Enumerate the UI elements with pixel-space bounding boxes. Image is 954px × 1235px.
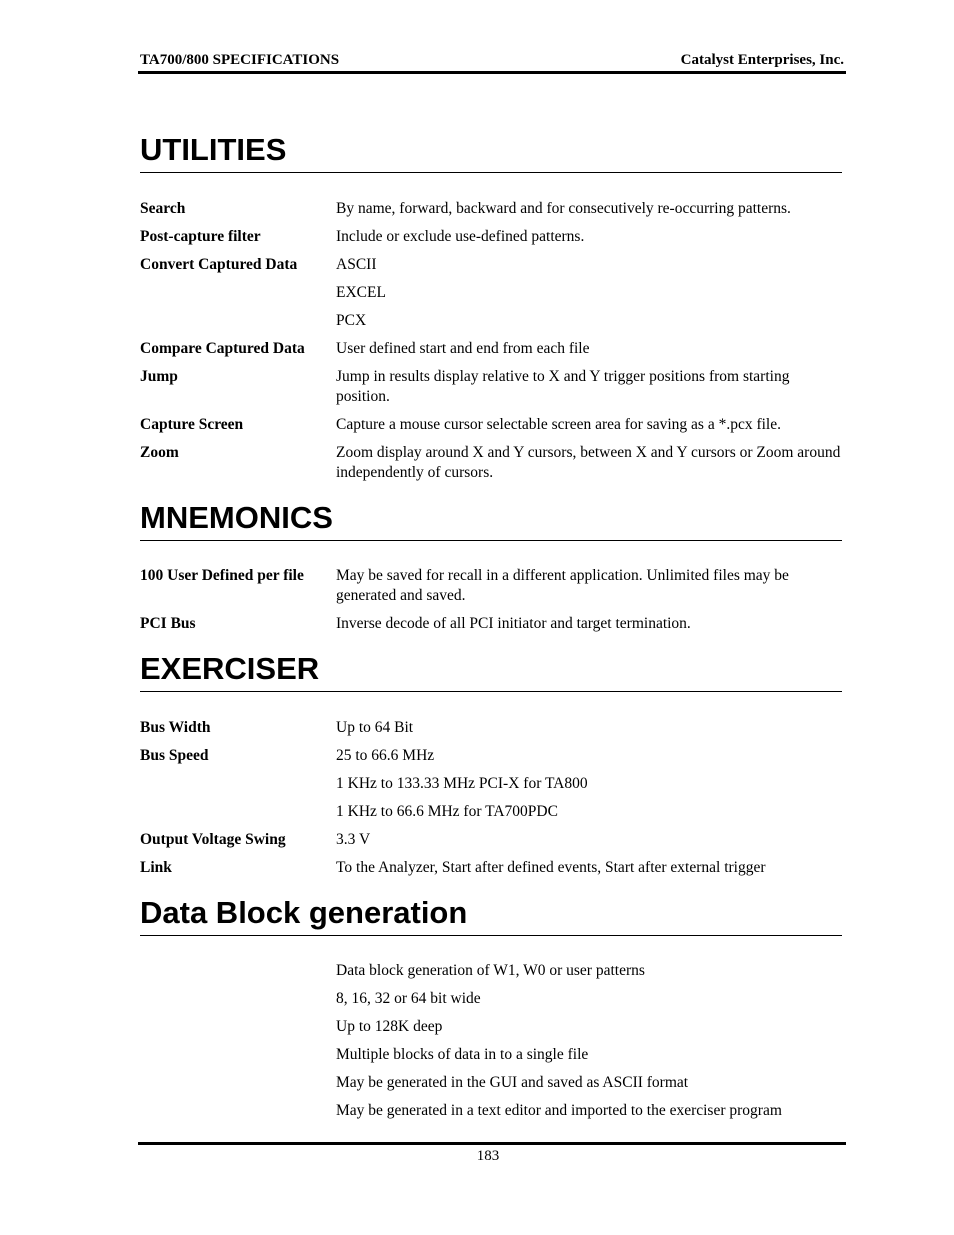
- spec-description: Capture a mouse cursor selectable screen area for saving as a *.pcx file.: [336, 416, 781, 433]
- spec-row: [140, 566, 842, 606]
- section-heading-mnemonics: MNEMONICS: [140, 500, 842, 541]
- spec-description: May be generated in the GUI and saved as ASCII format: [336, 1074, 689, 1091]
- spec-description: Data block generation of W1, W0 or user patterns: [336, 962, 645, 979]
- utilities-spec-table: [140, 199, 842, 491]
- spec-term: [140, 311, 336, 331]
- spec-description: By name, forward, backward and for consecutively re-occurring patterns.: [336, 200, 791, 217]
- spec-row: [140, 367, 842, 407]
- header-company-name: Catalyst Enterprises, Inc.: [680, 52, 844, 68]
- spec-description: 1 KHz to 133.33 MHz PCI-X for TA800: [336, 775, 588, 792]
- spec-term: Link: [140, 859, 172, 876]
- spec-term: Post-capture filter: [140, 228, 261, 245]
- spec-row: [140, 227, 842, 247]
- spec-description: 3.3 V: [336, 831, 371, 848]
- spec-row: [140, 443, 842, 483]
- spec-row: [140, 283, 842, 303]
- spec-row: [140, 311, 842, 331]
- spec-description: 1 KHz to 66.6 MHz for TA700PDC: [336, 803, 558, 820]
- data-block-spec-table: [140, 961, 842, 1129]
- section-heading-data-block-generation: Data Block generation: [140, 895, 842, 936]
- spec-row: [140, 858, 842, 878]
- spec-row: [140, 199, 842, 219]
- spec-term: [140, 1045, 336, 1065]
- spec-description: Inverse decode of all PCI initiator and target termination.: [336, 615, 691, 632]
- mnemonics-spec-table: [140, 566, 842, 642]
- spec-description: Up to 128K deep: [336, 1018, 443, 1035]
- spec-row: [140, 1017, 842, 1037]
- spec-row: [140, 1101, 842, 1121]
- spec-description: Up to 64 Bit: [336, 719, 414, 736]
- spec-term: 100 User Defined per file: [140, 567, 304, 584]
- section-heading-exerciser: EXERCISER: [140, 651, 842, 692]
- spec-term: Zoom: [140, 444, 179, 461]
- spec-term: Output Voltage Swing: [140, 831, 286, 848]
- spec-row: [140, 718, 842, 738]
- spec-term: [140, 961, 336, 981]
- spec-row: [140, 989, 842, 1009]
- spec-description: May be generated in a text editor and imported to the exerciser program: [336, 1102, 782, 1119]
- spec-term: Bus Speed: [140, 747, 209, 764]
- spec-description: May be saved for recall in a different application. Unlimited files may be generated and saved.: [336, 567, 789, 604]
- exerciser-spec-table: [140, 718, 842, 886]
- spec-description: 25 to 66.6 MHz: [336, 747, 435, 764]
- spec-term: Convert Captured Data: [140, 256, 298, 273]
- spec-term: Compare Captured Data: [140, 340, 305, 357]
- spec-description: ASCII: [336, 256, 377, 273]
- page-number: 183: [476, 1148, 500, 1164]
- section-heading-utilities: UTILITIES: [140, 132, 842, 173]
- spec-row: [140, 415, 842, 435]
- spec-row: [140, 961, 842, 981]
- spec-row: [140, 774, 842, 794]
- spec-term: [140, 774, 336, 794]
- spec-term: Bus Width: [140, 719, 211, 736]
- spec-description: EXCEL: [336, 284, 386, 301]
- spec-description: Zoom display around X and Y cursors, between X and Y cursors or Zoom around independently of cursors.: [336, 444, 841, 481]
- page-header: [138, 52, 846, 74]
- spec-term: [140, 989, 336, 1009]
- spec-row: [140, 614, 842, 634]
- spec-description: Jump in results display relative to X and Y trigger positions from starting position.: [336, 368, 790, 405]
- spec-term: [140, 1073, 336, 1093]
- spec-term: Search: [140, 200, 186, 217]
- spec-row: [140, 255, 842, 275]
- spec-description: PCX: [336, 312, 367, 329]
- spec-row: [140, 802, 842, 822]
- spec-term: [140, 283, 336, 303]
- spec-term: PCI Bus: [140, 615, 196, 632]
- spec-term: Jump: [140, 368, 178, 385]
- spec-row: [140, 746, 842, 766]
- spec-description: To the Analyzer, Start after defined events, Start after external trigger: [336, 859, 766, 876]
- spec-term: [140, 1017, 336, 1037]
- spec-term: [140, 1101, 336, 1121]
- spec-term: [140, 802, 336, 822]
- footer-divider: [138, 1142, 846, 1145]
- spec-row: [140, 339, 842, 359]
- spec-term: Capture Screen: [140, 416, 244, 433]
- spec-row: [140, 1073, 842, 1093]
- spec-description: Include or exclude use-defined patterns.: [336, 228, 585, 245]
- spec-row: [140, 830, 842, 850]
- spec-description: Multiple blocks of data in to a single file: [336, 1046, 589, 1063]
- spec-description: 8, 16, 32 or 64 bit wide: [336, 990, 481, 1007]
- header-document-title: TA700/800 SPECIFICATIONS: [140, 52, 340, 68]
- spec-row: [140, 1045, 842, 1065]
- spec-description: User defined start and end from each file: [336, 340, 590, 357]
